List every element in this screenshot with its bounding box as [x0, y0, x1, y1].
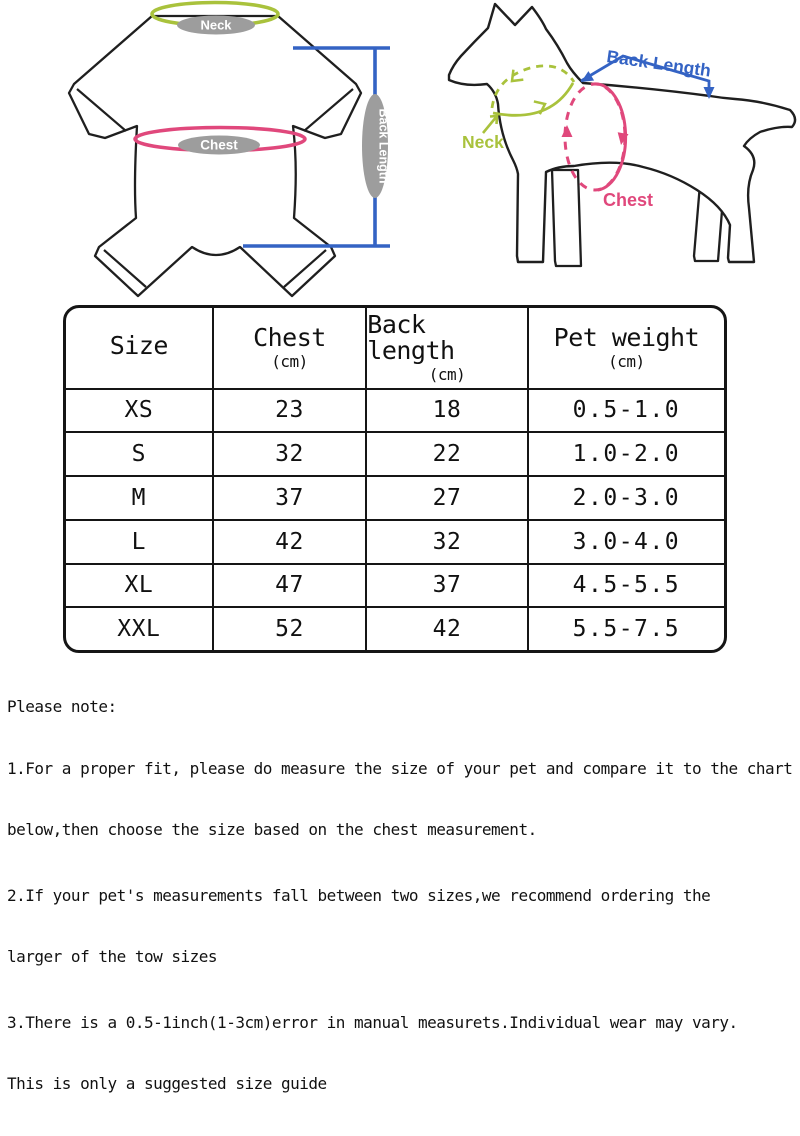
table-cell-size: L — [66, 519, 212, 563]
dog-chest-label: Chest — [603, 190, 654, 210]
table-cell-pet-weight: 2.0-3.0 — [527, 475, 724, 519]
notes-title: Please note: — [7, 697, 117, 716]
table-cell-pet-weight: 4.5-5.5 — [527, 563, 724, 607]
table-cell-pet-weight: 3.0-4.0 — [527, 519, 724, 563]
table-cell-chest: 52 — [212, 606, 366, 650]
table-cell-back-length: 22 — [365, 431, 527, 475]
table-cell-back-length: 37 — [365, 563, 527, 607]
table-cell-size: XXL — [66, 606, 212, 650]
size-table-header-size — [66, 308, 212, 388]
table-cell-pet-weight: 0.5-1.0 — [527, 388, 724, 432]
table-cell-pet-weight: 1.0-2.0 — [527, 431, 724, 475]
header-label: Pet weight — [553, 322, 700, 352]
table-cell-back-length: 27 — [365, 475, 527, 519]
size-table-header-back-length — [365, 308, 527, 388]
header-label: Back length — [367, 309, 455, 365]
chest-badge-label: Chest — [200, 137, 238, 153]
neck-pointer-arrow — [483, 116, 497, 133]
table-cell-size: S — [66, 431, 212, 475]
table-cell-chest: 23 — [212, 388, 366, 432]
note-line: larger of the tow sizes — [7, 947, 218, 966]
table-cell-chest: 37 — [212, 475, 366, 519]
header-unit: (cm) — [608, 351, 645, 371]
header-label: Chest — [253, 322, 326, 352]
dog-diagram — [400, 0, 800, 302]
table-cell-size: XS — [66, 388, 212, 432]
garment-diagram — [0, 0, 400, 302]
note-line: 1.For a proper fit, please do measure the size of your pet and compare it to the chart — [7, 758, 793, 778]
table-cell-back-length: 18 — [365, 388, 527, 432]
header-unit: (cm) — [428, 365, 466, 385]
header-unit: (cm) — [271, 351, 308, 371]
note-line: 3.There is a 0.5-1inch(1-3cm)error in manual measurets.Individual wear may vary. — [7, 1012, 738, 1032]
size-table-header-chest — [212, 308, 366, 388]
back-length-badge-label: Back Length — [376, 108, 391, 184]
table-cell-size: XL — [66, 563, 212, 607]
dog-neck-label: Neck — [462, 132, 504, 152]
table-cell-chest: 42 — [212, 519, 366, 563]
note-line: below,then choose the size based on the chest measurement. — [7, 820, 537, 839]
table-cell-chest: 32 — [212, 431, 366, 475]
note-line: This is only a suggested size guide — [7, 1074, 327, 1093]
neck-badge-label: Neck — [200, 17, 232, 33]
table-cell-size: M — [66, 475, 212, 519]
note-line: 2.If your pet's measurements fall between two sizes,we recommend ordering the — [7, 885, 711, 905]
garment-outline — [69, 16, 361, 296]
size-table — [63, 305, 727, 653]
table-cell-back-length: 32 — [365, 519, 527, 563]
table-cell-chest: 47 — [212, 563, 366, 607]
table-cell-back-length: 42 — [365, 606, 527, 650]
dog-back-length-label: Back Length — [605, 46, 713, 81]
size-table-header-pet-weight — [527, 308, 724, 388]
table-cell-pet-weight: 5.5-7.5 — [527, 606, 724, 650]
header-label: Size — [109, 331, 168, 361]
notes-section — [7, 656, 792, 1136]
